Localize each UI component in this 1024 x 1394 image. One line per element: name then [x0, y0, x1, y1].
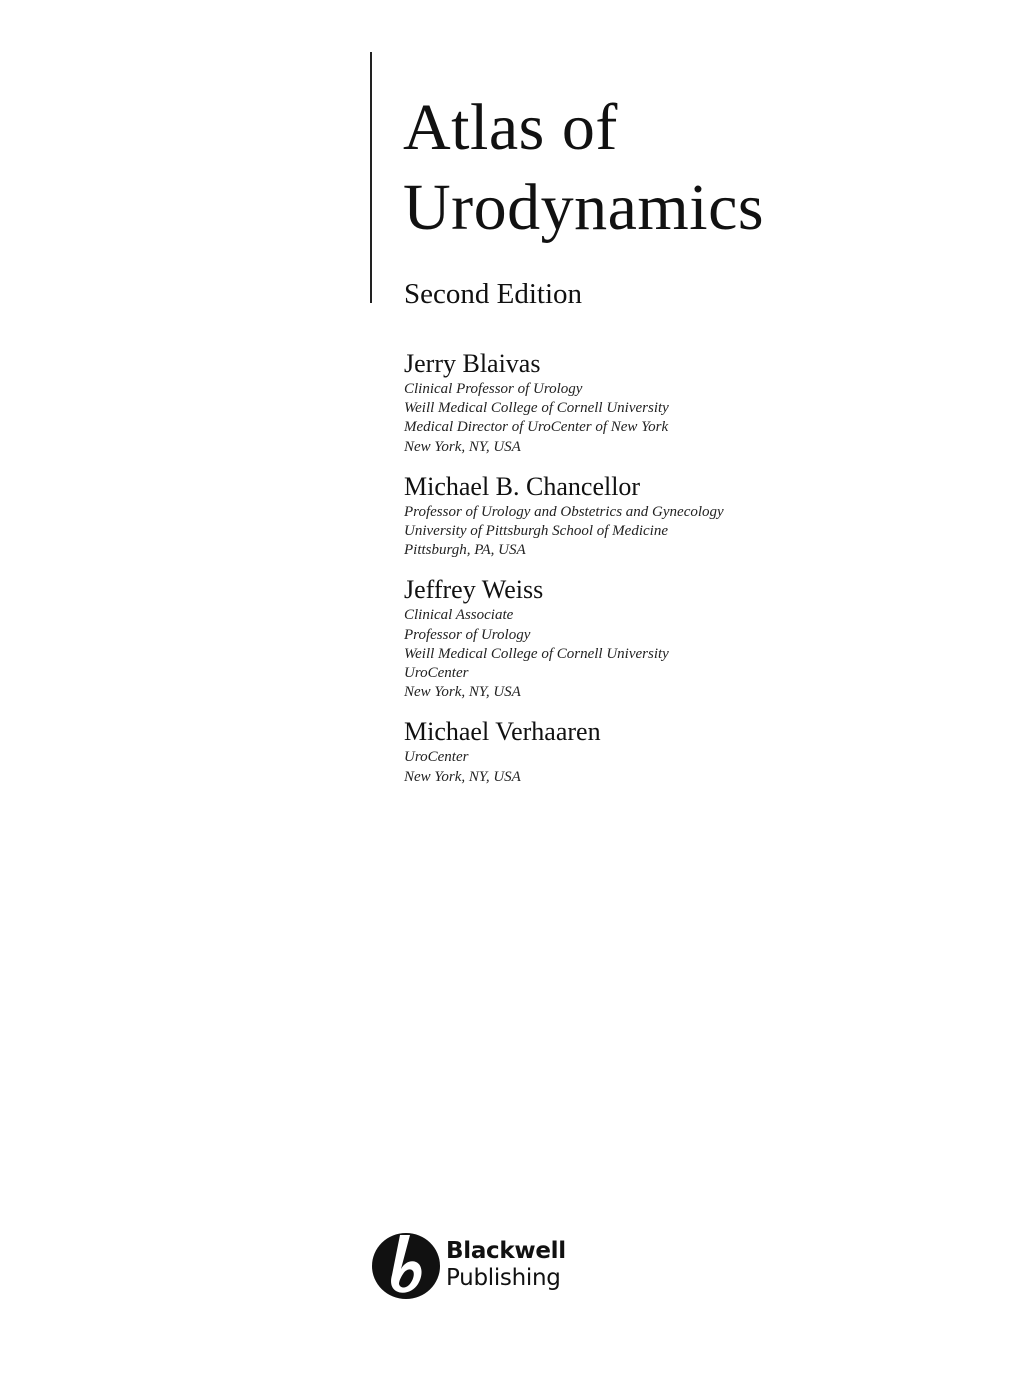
publisher-logo [370, 1229, 566, 1301]
title-vertical-rule [370, 52, 372, 303]
author-affiliation-line: New York, NY, USA [404, 438, 521, 455]
blackwell-b-logo-icon [370, 1229, 442, 1301]
author-affiliation-line: Professor of Urology and Obstetrics and Gynecology [404, 503, 724, 520]
author-affiliation-line: Weill Medical College of Cornell University [404, 400, 669, 417]
author-list [404, 348, 964, 801]
author-affiliation-line: Medical Director of UroCenter of New York [404, 419, 669, 436]
author-affiliation-line: University of Pittsburgh School of Medicine [404, 523, 668, 540]
author-affiliation-line: Clinical Professor of Urology [404, 381, 583, 397]
author-block [404, 574, 964, 702]
author-affiliation-line: Clinical Associate [404, 607, 514, 624]
author-affiliation-line: New York, NY, USA [404, 768, 521, 785]
author-name: Michael B. Chancellor [404, 471, 641, 501]
publisher-name-line-1: Blackwell [446, 1238, 566, 1264]
author-affiliation-line: UroCenter [404, 665, 469, 682]
publisher-name [446, 1238, 566, 1292]
author-affiliation-line: Pittsburgh, PA, USA [404, 542, 526, 559]
author-name: Michael Verhaaren [404, 717, 601, 747]
author-block [404, 471, 964, 561]
author-affiliation-line: New York, NY, USA [404, 684, 521, 701]
edition-label: Second Edition [404, 278, 583, 310]
author-name: Jerry Blaivas [404, 349, 541, 378]
author-name: Jeffrey Weiss [404, 575, 544, 605]
book-title [403, 88, 764, 248]
publisher-name-line-2: Publishing [446, 1265, 561, 1291]
book-title-line-1: Atlas of [403, 91, 618, 164]
author-affiliation-line: Weill Medical College of Cornell University [404, 645, 669, 662]
author-block [404, 716, 964, 786]
author-block [404, 348, 964, 457]
book-title-line-2: Urodynamics [403, 171, 765, 244]
author-affiliation-line: UroCenter [404, 749, 469, 766]
author-affiliation-line: Professor of Urology [404, 626, 531, 643]
